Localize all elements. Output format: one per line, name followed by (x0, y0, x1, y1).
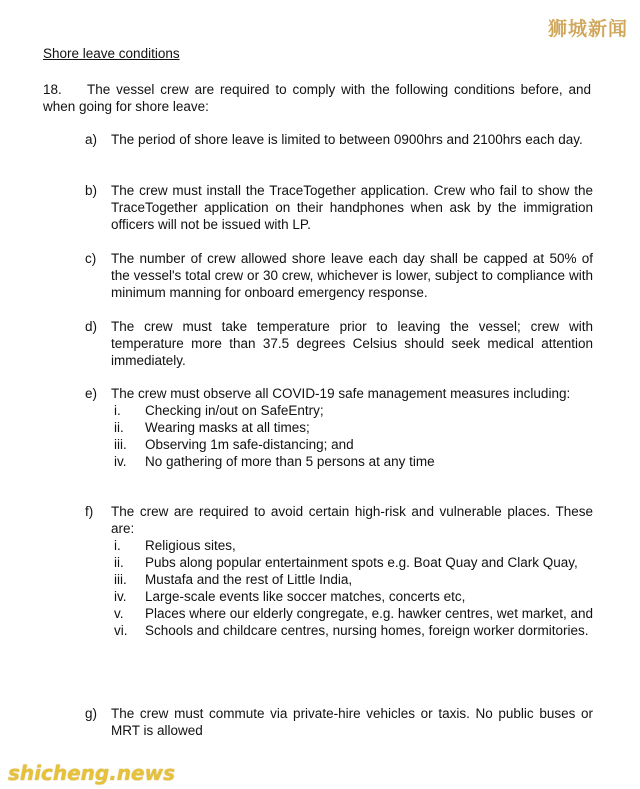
sub-item-number: iii. (114, 572, 127, 587)
item-text: The crew must observe all COVID-19 safe management measures including: (111, 386, 571, 401)
watermark-logo-bottom: shicheng.news (8, 761, 175, 785)
paragraph-18 (43, 81, 591, 115)
sub-item-number: v. (114, 606, 124, 621)
sub-item-number: i. (114, 403, 121, 418)
sub-item-number: ii. (114, 555, 124, 570)
sub-item (111, 419, 593, 436)
sub-item-text: Mustafa and the rest of Little India, (145, 572, 353, 587)
sub-item-text: Places where our elderly congregate, e.g. hawker centres, wet market, and (145, 606, 593, 621)
condition-item-f (85, 503, 593, 639)
item-label: c) (85, 251, 97, 266)
condition-item-c (85, 250, 593, 301)
item-text: The period of shore leave is limited to between 0900hrs and 2100hrs each day. (111, 132, 583, 147)
sub-item-text: Wearing masks at all times; (145, 420, 310, 435)
paragraph-number: 18. (43, 82, 62, 97)
item-label: f) (85, 504, 94, 519)
condition-item-a (85, 131, 593, 148)
condition-item-e (85, 385, 593, 470)
sub-item (111, 588, 593, 605)
sub-item (111, 537, 593, 554)
sub-item-number: vi. (114, 623, 128, 638)
item-text: The number of crew allowed shore leave each day shall be capped at 50% of the vessel's total crew or 30 crew, whichever is lower, subject to compliance with minimum manning for onboard emergency response. (111, 251, 593, 300)
item-text: The crew are required to avoid certain high-risk and vulnerable places. These are: (111, 504, 593, 536)
sub-item (111, 605, 593, 622)
item-label: b) (85, 183, 98, 198)
condition-item-b (85, 182, 593, 233)
sub-item (111, 453, 593, 470)
item-label: a) (85, 132, 98, 147)
sub-item (111, 571, 593, 588)
item-label: g) (85, 706, 98, 721)
sub-item-number: iv. (114, 454, 127, 469)
sub-item (111, 436, 593, 453)
sub-item-text: Schools and childcare centres, nursing homes, foreign worker dormitories. (145, 623, 589, 638)
sub-item-number: i. (114, 538, 121, 553)
sub-item (111, 554, 593, 571)
sub-item-number: iii. (114, 437, 127, 452)
watermark-logo-top: 狮城新闻 (547, 18, 628, 40)
section-heading: Shore leave conditions (43, 46, 180, 61)
sub-item-number: iv. (114, 589, 127, 604)
paragraph-text: The vessel crew are required to comply with the following conditions before, and when going for shore leave: (43, 82, 591, 114)
item-text: The crew must take temperature prior to leaving the vessel; crew with temperature more than 37.5 degrees Celsius should seek medical attention immediately. (111, 319, 593, 368)
sub-item-text: Religious sites, (145, 538, 236, 553)
sub-item-text: No gathering of more than 5 persons at any time (145, 454, 435, 469)
item-label: d) (85, 319, 98, 334)
condition-item-g (85, 705, 593, 739)
sub-item-text: Observing 1m safe-distancing; and (145, 437, 354, 452)
sub-item (111, 622, 593, 639)
item-text: The crew must commute via private-hire vehicles or taxis. No public buses or MRT is allowed (111, 706, 593, 738)
sub-item-number: ii. (114, 420, 124, 435)
item-text: The crew must install the TraceTogether application. Crew who fail to show the TraceTogether application on their handphones when ask by the immigration officers will not be issued with LP. (111, 183, 593, 232)
sub-item (111, 402, 593, 419)
sub-item-text: Large-scale events like soccer matches, concerts etc, (145, 589, 466, 604)
item-label: e) (85, 386, 98, 401)
sub-item-text: Pubs along popular entertainment spots e.g. Boat Quay and Clark Quay, (145, 555, 578, 570)
sub-item-text: Checking in/out on SafeEntry; (145, 403, 324, 418)
condition-item-d (85, 318, 593, 369)
